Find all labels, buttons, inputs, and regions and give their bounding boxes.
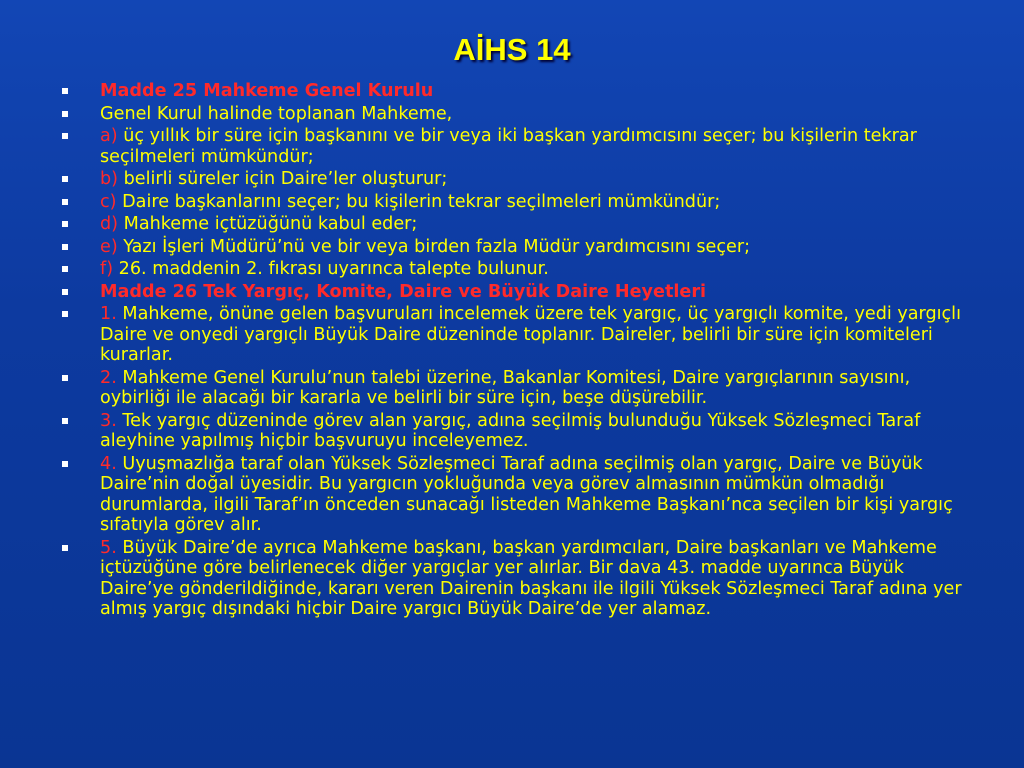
list-item-heading-madde-25: [56, 81, 968, 102]
list-item: [56, 104, 968, 125]
item-marker: d): [100, 214, 119, 234]
item-text: Tek yargıç düzeninde görev alan yargıç, adına seçilmiş bulunduğu Yüksek Sözleşmeci Taraf aleyhine yapılmış hiçbir başvuruyu inceleyemez.: [100, 410, 921, 451]
list-item: [56, 304, 968, 366]
item-marker: a): [100, 126, 118, 146]
item-marker: 3.: [100, 410, 117, 431]
list-item: [56, 411, 968, 452]
square-bullet-icon: [62, 289, 68, 295]
square-bullet-icon: [62, 418, 68, 424]
item-text: belirli süreler için Daire’ler oluşturur;: [118, 169, 448, 189]
list-item: [56, 237, 968, 258]
item-text: Mahkeme içtüzüğünü kabul eder;: [118, 214, 418, 234]
item-text: Mahkeme Genel Kurulu’nun talebi üzerine, Bakanlar Komitesi, Daire yargıçlarının sayısını, oybirliği ile alacağı bir kararla ve belirli bir süre için, beşe düşürebilir.: [100, 367, 911, 408]
item-text: Genel Kurul halinde toplanan Mahkeme,: [100, 103, 453, 124]
item-marker: 2.: [100, 367, 117, 388]
item-text: Mahkeme, önüne gelen başvuruları incelemek üzere tek yargıç, üç yargıçlı komite, yedi yargıçlı Daire ve onyedi yargıçlı Büyük Daire düzeninde toplanır. Daireler, belirli bir süre için komiteleri kurarlar.: [100, 304, 961, 365]
square-bullet-icon: [62, 176, 68, 182]
square-bullet-icon: [62, 311, 68, 317]
square-bullet-icon: [62, 111, 68, 117]
item-text: 26. maddenin 2. fıkrası uyarınca talepte bulunur.: [113, 259, 549, 279]
item-marker: 5.: [100, 537, 117, 558]
square-bullet-icon: [62, 88, 68, 94]
square-bullet-icon: [62, 244, 68, 250]
list-item: [56, 538, 968, 620]
list-item: [56, 192, 968, 213]
item-marker: c): [100, 191, 117, 212]
square-bullet-icon: [62, 133, 68, 139]
list-item: [56, 368, 968, 409]
item-text: Büyük Daire’de ayrıca Mahkeme başkanı, başkan yardımcıları, Daire başkanları ve Mahkeme içtüzüğüne göre belirlenecek diğer yargıçlar yer alırlar. Bir dava 43. madde uyarınca Büyük Daire’ye gönderildiğinde, kararı veren Dairenin başkanı ile ilgili Yüksek Sözleşmeci Taraf adına yer almış yargıç dışındaki hiçbir Daire yargıcı Büyük Daire’de yer alamaz.: [100, 537, 962, 619]
item-text: Uyuşmazlığa taraf olan Yüksek Sözleşmeci Taraf adına seçilmiş olan yargıç, Daire ve Büyük Daire’nin doğal üyesidir. Bu yargıcın yokluğunda veya görev almasının mümkün olmadığı durumlarda, ilgili Taraf’ın önceden sunacağı listeden Mahkeme Başkanı’nca seçilen bir kişi yargıç sıfatıyla görev alır.: [100, 453, 953, 535]
item-marker: f): [100, 259, 114, 279]
list-item: [56, 126, 968, 167]
item-marker: 1.: [100, 304, 117, 324]
list-item: [56, 214, 968, 235]
item-marker: b): [100, 169, 119, 189]
bullet-list: [56, 81, 968, 622]
list-item: [56, 454, 968, 536]
item-text: Madde 26 Tek Yargıç, Komite, Daire ve Büyük Daire Heyetleri: [100, 281, 707, 302]
item-text: Daire başkanlarını seçer; bu kişilerin tekrar seçilmeleri mümkündür;: [116, 191, 721, 212]
list-item: [56, 169, 968, 190]
item-text: üç yıllık bir süre için başkanını ve bir veya iki başkan yardımcısını seçer; bu kişilerin tekrar seçilmeleri mümkündür;: [100, 126, 917, 167]
square-bullet-icon: [62, 266, 68, 272]
slide-title: AİHS 14: [453, 32, 571, 67]
square-bullet-icon: [62, 375, 68, 381]
square-bullet-icon: [62, 221, 68, 227]
item-marker: e): [100, 236, 118, 257]
square-bullet-icon: [62, 461, 68, 467]
list-item: [56, 259, 968, 280]
square-bullet-icon: [62, 199, 68, 205]
item-text: Madde 25 Mahkeme Genel Kurulu: [100, 81, 434, 101]
square-bullet-icon: [62, 545, 68, 551]
item-marker: 4.: [100, 453, 117, 474]
item-text: Yazı İşleri Müdürü’nü ve bir veya birden fazla Müdür yardımcısını seçer;: [117, 236, 751, 257]
list-item-heading-madde-26: [56, 282, 968, 303]
